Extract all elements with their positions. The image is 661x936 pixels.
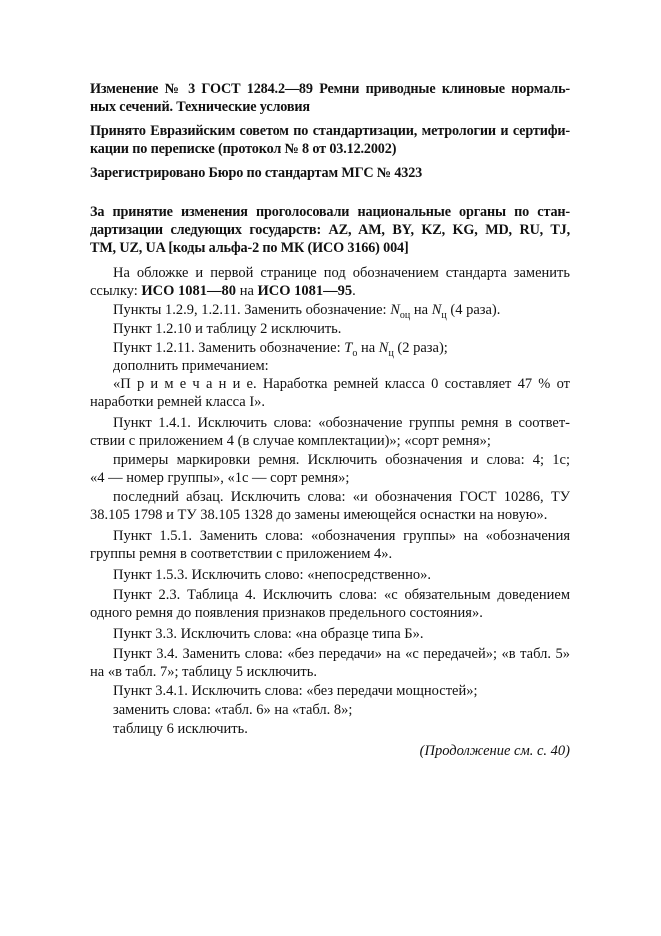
registration-line: Зарегистрировано Бюро по стандартам МГС № 4323	[90, 165, 423, 181]
paragraph-12-line-2: одного ремня до появления признаков предельного состояния».	[90, 605, 483, 621]
continuation-note: (Продолжение см. с. 40)	[419, 743, 570, 759]
amendment-title-line-1: Изменение № 3 ГОСТ 1284.2—89 Ремни приводные клиновые нормаль-	[90, 81, 570, 97]
paragraph-17: таблицу 6 исключить.	[113, 721, 248, 737]
paragraph-10-line-1: Пункт 1.5.1. Заменить слова: «обозначения группы» на «обозначения	[113, 528, 570, 544]
voting-line-2: дартизации следующих государств: AZ, AM, BY, KZ, KG, MD, RU, TJ,	[90, 222, 570, 238]
voting-line-1: За принятие изменения проголосовали национальные органы по стан-	[90, 204, 570, 220]
paragraph-12-line-1: Пункт 2.3. Таблица 4. Исключить слова: «с обязательным доведением	[113, 587, 570, 603]
paragraph-2: Пункты 1.2.9, 1.2.11. Заменить обозначение: $N_{оц}$ на $N_ц$ (4 раза).	[113, 302, 501, 321]
paragraph-9-line-2: 38.105 1798 и ТУ 38.105 1328 до замены имеющейся оснастки на новую».	[90, 507, 548, 523]
paragraph-1-line-1: На обложке и первой странице под обозначением стандарта заменить	[113, 265, 570, 281]
adopted-by-line-2: кации по переписке (протокол № 8 от 03.12.2002)	[90, 141, 397, 157]
paragraph-16: заменить слова: «табл. 6» на «табл. 8»;	[113, 702, 353, 718]
paragraph-14-line-1: Пункт 3.4. Заменить слова: «без передачи» на «с передачей»; «в табл. 5»	[113, 646, 570, 662]
amendment-title-line-2: ных сечений. Технические условия	[90, 99, 310, 115]
paragraph-7-line-1: Пункт 1.4.1. Исключить слова: «обозначение группы ремня в соответ-	[113, 415, 570, 431]
note-line-2: наработки ремней класса I».	[90, 394, 266, 410]
paragraph-7-line-2: ствии с приложением 4 (в случае комплектации)»; «сорт ремня»;	[90, 433, 491, 449]
paragraph-3: Пункт 1.2.10 и таблицу 2 исключить.	[113, 321, 342, 337]
paragraph-8-line-2: «4 — номер группы», «1с — сорт ремня»;	[90, 470, 350, 486]
paragraph-10-line-2: группы ремня в соответствии с приложением 4».	[90, 546, 393, 562]
note-line-1: «П р и м е ч а н и е. Наработка ремней класса 0 составляет 47 % от	[113, 376, 570, 392]
paragraph-4: Пункт 1.2.11. Заменить обозначение: $T_о$ на $N_ц$ (2 раза);	[113, 340, 448, 359]
paragraph-5: дополнить примечанием:	[113, 358, 269, 374]
paragraph-9-line-1: последний абзац. Исключить слова: «и обозначения ГОСТ 10286, ТУ	[113, 489, 570, 505]
paragraph-1-line-2: ссылку: ИСО 1081—80 на ИСО 1081—95.	[90, 283, 356, 299]
voting-line-3: TM, UZ, UA [коды альфа-2 по МК (ИСО 3166) 004]	[90, 240, 409, 256]
paragraph-14-line-2: на «в табл. 7»; таблицу 5 исключить.	[90, 664, 318, 680]
paragraph-13: Пункт 3.3. Исключить слова: «на образце типа Б».	[113, 626, 424, 642]
paragraph-15: Пункт 3.4.1. Исключить слова: «без передачи мощностей»;	[113, 683, 478, 699]
paragraph-8-line-1: примеры маркировки ремня. Исключить обозначения и слова: 4; 1с;	[113, 452, 570, 468]
adopted-by-line-1: Принято Евразийским советом по стандартизации, метрологии и сертифи-	[90, 123, 570, 139]
paragraph-11: Пункт 1.5.3. Исключить слово: «непосредственно».	[113, 567, 431, 583]
